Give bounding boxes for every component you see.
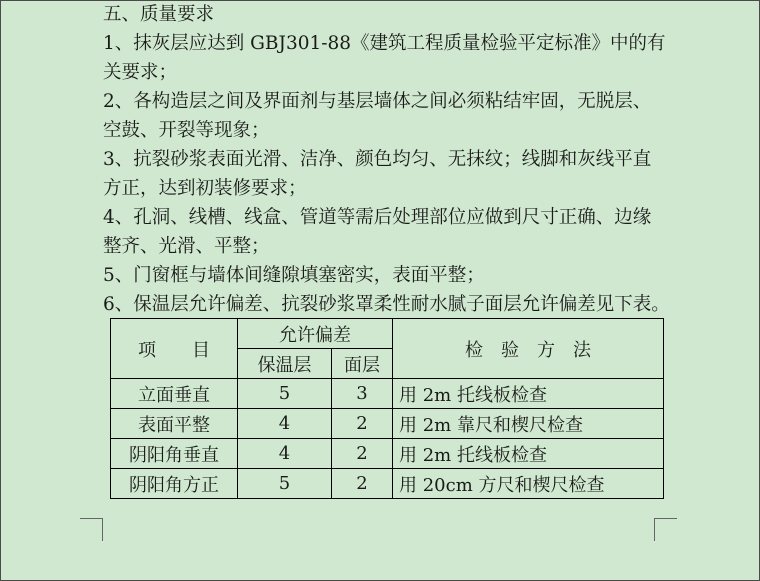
row-insulation: 4	[238, 439, 332, 469]
row-surface: 2	[332, 439, 393, 469]
row-item: 阴阳角方正	[111, 469, 238, 499]
table-header-row	[111, 319, 664, 349]
requirement-6: 6、保温层允许偏差、抗裂砂浆罩柔性耐水腻子面层允许偏差见下表。	[103, 294, 670, 315]
table-row	[111, 379, 664, 409]
requirement-4-line-2: 整齐、光滑、平整；	[103, 236, 270, 257]
requirement-3-line-2: 方正，达到初装修要求；	[103, 178, 307, 199]
row-method: 用 2m 托线板检查	[393, 439, 664, 469]
requirement-1-line-1: 1、抹灰层应达到 GBJ301-88《建筑工程质量检验平定标准》中的有	[103, 33, 666, 54]
row-insulation: 4	[238, 409, 332, 439]
header-tolerance: 允许偏差	[238, 319, 393, 349]
requirement-4-line-1: 4、孔洞、线槽、线盒、管道等需后处理部位应做到尺寸正确、边缘	[103, 207, 652, 228]
header-insulation: 保温层	[238, 349, 332, 379]
table-row	[111, 439, 664, 469]
row-method: 用 2m 靠尺和楔尺检查	[393, 409, 664, 439]
margin-corner-mark-left	[80, 518, 103, 541]
section-title: 五、质量要求	[103, 4, 215, 25]
row-item: 阴阳角垂直	[111, 439, 238, 469]
requirement-1-line-2: 关要求；	[103, 62, 178, 83]
row-item: 表面平整	[111, 409, 238, 439]
row-surface: 3	[332, 379, 393, 409]
row-method: 用 2m 托线板检查	[393, 379, 664, 409]
margin-corner-mark-right	[654, 518, 677, 541]
requirement-2-line-1: 2、各构造层之间及界面剂与基层墙体之间必须粘结牢固，无脱层、	[103, 91, 652, 112]
header-method: 检 验 方 法	[393, 319, 664, 379]
requirement-5: 5、门窗框与墙体间缝隙填塞密实，表面平整；	[103, 265, 485, 286]
header-item: 项 目	[111, 319, 238, 379]
header-surface: 面层	[332, 349, 393, 379]
table-row	[111, 409, 664, 439]
row-surface: 2	[332, 469, 393, 499]
table-row	[111, 469, 664, 499]
requirement-2-line-2: 空鼓、开裂等现象；	[103, 120, 270, 141]
requirement-3-line-1: 3、抗裂砂浆表面光滑、洁净、颜色均匀、无抹纹；线脚和灰线平直	[103, 149, 652, 170]
row-insulation: 5	[238, 379, 332, 409]
row-surface: 2	[332, 409, 393, 439]
row-method: 用 20cm 方尺和楔尺检查	[393, 469, 664, 499]
row-item: 立面垂直	[111, 379, 238, 409]
row-insulation: 5	[238, 469, 332, 499]
tolerance-table	[110, 318, 664, 499]
